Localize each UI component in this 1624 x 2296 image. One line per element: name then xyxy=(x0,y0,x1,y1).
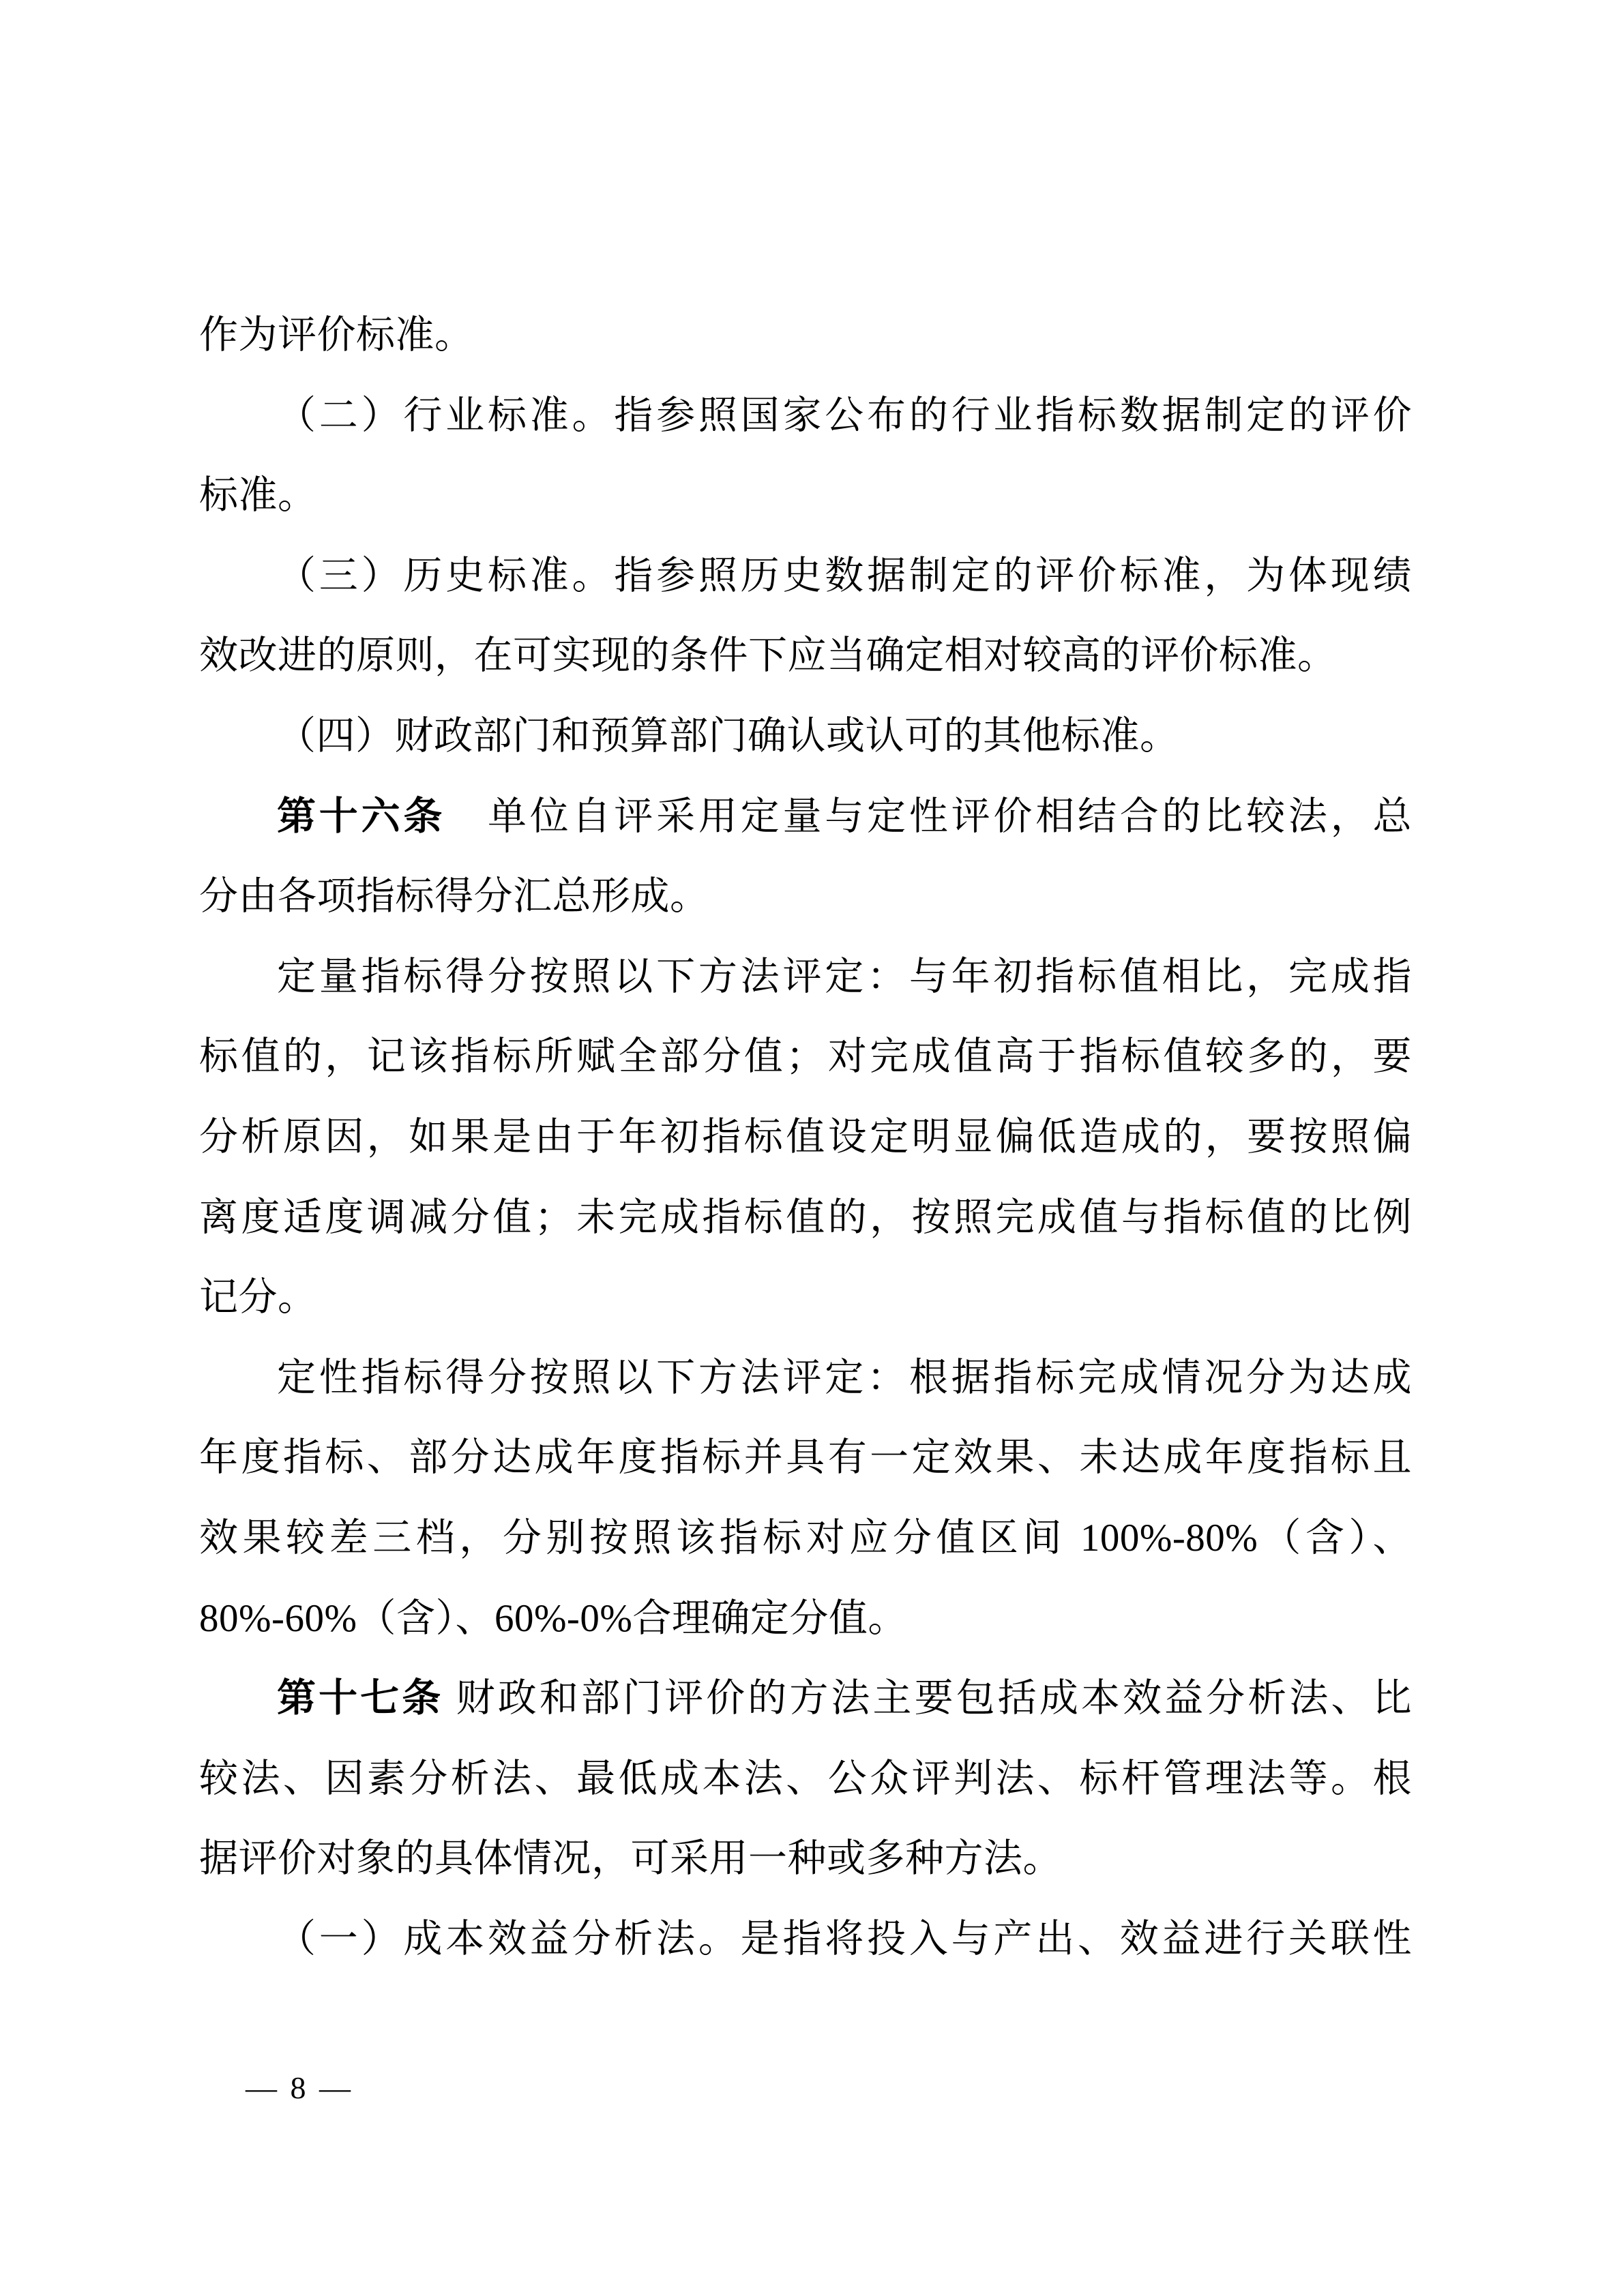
article-16-text: 单位自评采用定量与定性评价相结合的比较法，总 xyxy=(445,794,1413,838)
text-line: 定性指标得分按照以下方法评定：根据指标完成情况分为达成 xyxy=(277,1356,1412,1399)
document-body xyxy=(199,295,1412,1979)
text-line: 作为评价标准。 xyxy=(199,314,474,357)
text-line: （一）成本效益分析法。是指将投入与产出、效益进行关联性 xyxy=(277,1917,1412,1960)
text-line: 分析原因，如果是由于年初指标值设定明显偏低造成的，要按照偏 xyxy=(199,1115,1412,1159)
text-line: 记分。 xyxy=(199,1276,317,1320)
text-line: 80%-60%（含）、60%-0%合理确定分值。 xyxy=(199,1596,907,1640)
text-line xyxy=(199,777,1412,857)
text-line: 效改进的原则，在可实现的条件下应当确定相对较高的评价标准。 xyxy=(199,634,1337,678)
text-line: 据评价对象的具体情况，可采用一种或多种方法。 xyxy=(199,1837,1062,1881)
text-line: 年度指标、部分达成年度指标并具有一定效果、未达成年度指标且 xyxy=(199,1436,1412,1480)
article-17-text: 财政和部门评价的方法主要包括成本效益分析法、比 xyxy=(443,1677,1413,1720)
text-line: 效果较差三档，分别按照该指标对应分值区间 100%-80%（含）、 xyxy=(199,1516,1412,1560)
page-number-footer: — 8 — xyxy=(246,2070,353,2105)
article-number-16: 第十六条 xyxy=(277,794,446,838)
text-line: 离度适度调减分值；未完成指标值的，按照完成值与指标值的比例 xyxy=(199,1195,1412,1239)
text-line: （三）历史标准。指参照历史数据制定的评价标准，为体现绩 xyxy=(277,554,1412,597)
text-line: 标值的，记该指标所赋全部分值；对完成值高于指标值较多的，要 xyxy=(199,1035,1412,1079)
text-line xyxy=(199,1658,1412,1739)
text-line: （四）财政部门和预算部门确认或认可的其他标准。 xyxy=(277,714,1179,758)
text-line: 定量指标得分按照以下方法评定：与年初指标值相比，完成指 xyxy=(277,955,1412,998)
text-line: （二）行业标准。指参照国家公布的行业指标数据制定的评价 xyxy=(277,393,1412,437)
text-line: 标准。 xyxy=(199,474,317,518)
text-line: 分由各项指标得分汇总形成。 xyxy=(199,875,709,919)
text-line: 较法、因素分析法、最低成本法、公众评判法、标杆管理法等。根 xyxy=(199,1757,1412,1800)
article-number-17: 第十七条 xyxy=(277,1676,444,1720)
